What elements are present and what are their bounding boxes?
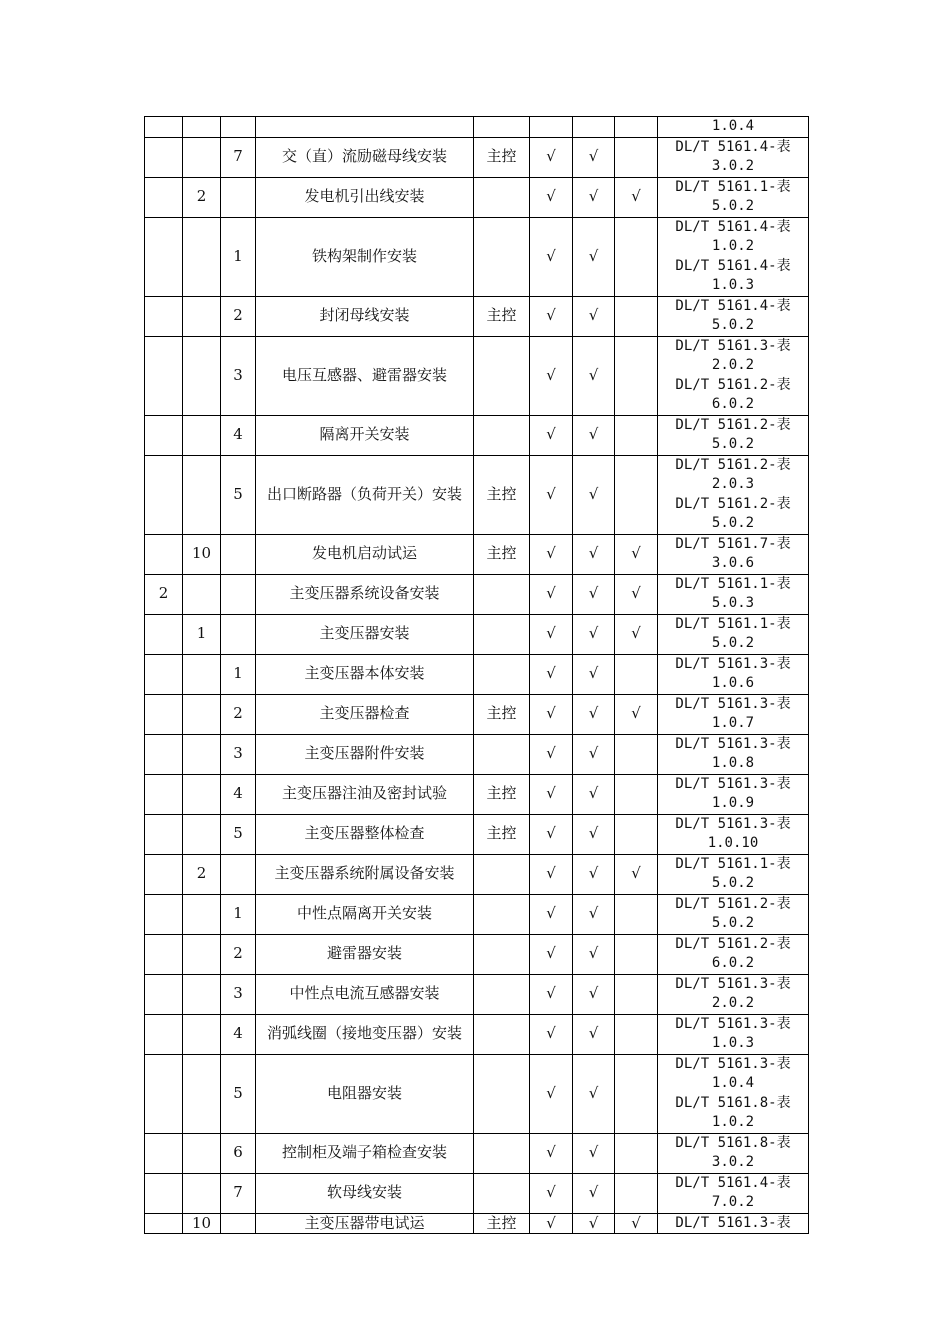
standard-code-cell: DL/T 5161.3-表 bbox=[658, 1213, 809, 1234]
item-name-cell: 主变压器带电试运 bbox=[256, 1213, 474, 1234]
item-name-cell: 铁构架制作安装 bbox=[256, 217, 474, 296]
unit-number-cell bbox=[145, 614, 183, 654]
table-row bbox=[145, 1173, 809, 1213]
item-name-cell bbox=[256, 117, 474, 138]
item-name-cell: 发电机引出线安装 bbox=[256, 177, 474, 217]
check-2-cell: √ bbox=[573, 734, 615, 774]
item-number-cell: 4 bbox=[221, 774, 256, 814]
check-1-cell: √ bbox=[530, 694, 573, 734]
check-3-cell: √ bbox=[615, 854, 658, 894]
unit-number-cell bbox=[145, 137, 183, 177]
table-row bbox=[145, 534, 809, 574]
table-row bbox=[145, 217, 809, 296]
item-number-cell: 6 bbox=[221, 1133, 256, 1173]
check-3-cell bbox=[615, 654, 658, 694]
check-1-cell: √ bbox=[530, 734, 573, 774]
check-2-cell: √ bbox=[573, 415, 615, 455]
subunit-number-cell bbox=[183, 694, 221, 734]
item-name-cell: 主变压器附件安装 bbox=[256, 734, 474, 774]
check-2-cell: √ bbox=[573, 336, 615, 415]
check-1-cell: √ bbox=[530, 177, 573, 217]
table-row bbox=[145, 694, 809, 734]
table-row bbox=[145, 336, 809, 415]
check-3-cell bbox=[615, 296, 658, 336]
check-3-cell bbox=[615, 1054, 658, 1133]
check-1-cell: √ bbox=[530, 934, 573, 974]
item-name-cell: 发电机启动试运 bbox=[256, 534, 474, 574]
check-1-cell bbox=[530, 117, 573, 138]
subunit-number-cell bbox=[183, 934, 221, 974]
standard-code-cell: DL/T 5161.8-表 3.0.2 bbox=[658, 1133, 809, 1173]
control-cell bbox=[474, 177, 530, 217]
control-cell: 主控 bbox=[474, 296, 530, 336]
check-3-cell bbox=[615, 217, 658, 296]
check-2-cell: √ bbox=[573, 177, 615, 217]
standard-code-cell: DL/T 5161.3-表 1.0.8 bbox=[658, 734, 809, 774]
subunit-number-cell bbox=[183, 415, 221, 455]
subunit-number-cell bbox=[183, 455, 221, 534]
subunit-number-cell bbox=[183, 1133, 221, 1173]
check-2-cell: √ bbox=[573, 217, 615, 296]
control-cell bbox=[474, 934, 530, 974]
standard-code-cell: 1.0.4 bbox=[658, 117, 809, 138]
unit-number-cell bbox=[145, 1173, 183, 1213]
check-3-cell bbox=[615, 455, 658, 534]
unit-number-cell bbox=[145, 455, 183, 534]
item-name-cell: 主变压器整体检查 bbox=[256, 814, 474, 854]
unit-number-cell bbox=[145, 1133, 183, 1173]
standard-code-cell: DL/T 5161.7-表 3.0.6 bbox=[658, 534, 809, 574]
check-1-cell: √ bbox=[530, 534, 573, 574]
item-number-cell: 1 bbox=[221, 894, 256, 934]
standard-code-cell: DL/T 5161.3-表 1.0.10 bbox=[658, 814, 809, 854]
control-cell bbox=[474, 1054, 530, 1133]
unit-number-cell bbox=[145, 534, 183, 574]
item-number-cell bbox=[221, 854, 256, 894]
unit-number-cell bbox=[145, 774, 183, 814]
unit-number-cell bbox=[145, 974, 183, 1014]
unit-number-cell bbox=[145, 854, 183, 894]
control-cell: 主控 bbox=[474, 694, 530, 734]
item-name-cell: 出口断路器（负荷开关）安装 bbox=[256, 455, 474, 534]
check-2-cell: √ bbox=[573, 614, 615, 654]
table-row bbox=[145, 1054, 809, 1133]
table-row bbox=[145, 177, 809, 217]
table-row bbox=[145, 614, 809, 654]
control-cell: 主控 bbox=[474, 455, 530, 534]
item-name-cell: 电阻器安装 bbox=[256, 1054, 474, 1133]
check-1-cell: √ bbox=[530, 574, 573, 614]
subunit-number-cell bbox=[183, 1054, 221, 1133]
check-1-cell: √ bbox=[530, 614, 573, 654]
item-number-cell: 3 bbox=[221, 974, 256, 1014]
check-3-cell: √ bbox=[615, 694, 658, 734]
check-3-cell bbox=[615, 1173, 658, 1213]
item-name-cell: 主变压器注油及密封试验 bbox=[256, 774, 474, 814]
check-3-cell bbox=[615, 974, 658, 1014]
check-2-cell: √ bbox=[573, 654, 615, 694]
unit-number-cell bbox=[145, 1054, 183, 1133]
item-name-cell: 消弧线圈（接地变压器）安装 bbox=[256, 1014, 474, 1054]
table-row bbox=[145, 137, 809, 177]
control-cell bbox=[474, 974, 530, 1014]
item-number-cell: 3 bbox=[221, 336, 256, 415]
standard-code-cell: DL/T 5161.2-表 5.0.2 bbox=[658, 894, 809, 934]
item-number-cell: 1 bbox=[221, 217, 256, 296]
check-3-cell: √ bbox=[615, 177, 658, 217]
standard-code-cell: DL/T 5161.4-表 7.0.2 bbox=[658, 1173, 809, 1213]
standard-code-cell: DL/T 5161.2-表 6.0.2 bbox=[658, 934, 809, 974]
check-2-cell: √ bbox=[573, 1133, 615, 1173]
check-1-cell: √ bbox=[530, 137, 573, 177]
item-name-cell: 避雷器安装 bbox=[256, 934, 474, 974]
subunit-number-cell: 2 bbox=[183, 854, 221, 894]
item-name-cell: 主变压器本体安装 bbox=[256, 654, 474, 694]
check-1-cell: √ bbox=[530, 1054, 573, 1133]
subunit-number-cell bbox=[183, 574, 221, 614]
check-3-cell bbox=[615, 894, 658, 934]
item-number-cell: 1 bbox=[221, 654, 256, 694]
standard-code-cell: DL/T 5161.2-表 2.0.3 DL/T 5161.2-表 5.0.2 bbox=[658, 455, 809, 534]
subunit-number-cell bbox=[183, 217, 221, 296]
check-1-cell: √ bbox=[530, 1173, 573, 1213]
check-2-cell: √ bbox=[573, 455, 615, 534]
control-cell bbox=[474, 574, 530, 614]
control-cell: 主控 bbox=[474, 534, 530, 574]
item-number-cell bbox=[221, 614, 256, 654]
table-row bbox=[145, 415, 809, 455]
subunit-number-cell bbox=[183, 734, 221, 774]
item-name-cell: 主变压器检查 bbox=[256, 694, 474, 734]
check-1-cell: √ bbox=[530, 1133, 573, 1173]
item-name-cell: 控制柜及端子箱检查安装 bbox=[256, 1133, 474, 1173]
check-2-cell: √ bbox=[573, 1054, 615, 1133]
check-2-cell: √ bbox=[573, 534, 615, 574]
standard-code-cell: DL/T 5161.1-表 5.0.2 bbox=[658, 177, 809, 217]
subunit-number-cell bbox=[183, 1014, 221, 1054]
control-cell bbox=[474, 117, 530, 138]
unit-number-cell bbox=[145, 296, 183, 336]
standard-code-cell: DL/T 5161.3-表 2.0.2 DL/T 5161.2-表 6.0.2 bbox=[658, 336, 809, 415]
table-body bbox=[145, 117, 809, 1234]
table-row bbox=[145, 934, 809, 974]
item-name-cell: 中性点隔离开关安装 bbox=[256, 894, 474, 934]
check-3-cell bbox=[615, 137, 658, 177]
standard-code-cell: DL/T 5161.4-表 5.0.2 bbox=[658, 296, 809, 336]
table-row bbox=[145, 894, 809, 934]
control-cell bbox=[474, 217, 530, 296]
check-2-cell bbox=[573, 117, 615, 138]
unit-number-cell bbox=[145, 694, 183, 734]
subunit-number-cell bbox=[183, 137, 221, 177]
item-name-cell: 隔离开关安装 bbox=[256, 415, 474, 455]
control-cell bbox=[474, 336, 530, 415]
subunit-number-cell bbox=[183, 1173, 221, 1213]
check-2-cell: √ bbox=[573, 934, 615, 974]
check-1-cell: √ bbox=[530, 415, 573, 455]
item-number-cell: 4 bbox=[221, 415, 256, 455]
table-row bbox=[145, 654, 809, 694]
item-number-cell: 2 bbox=[221, 934, 256, 974]
check-2-cell: √ bbox=[573, 137, 615, 177]
item-number-cell: 5 bbox=[221, 814, 256, 854]
control-cell bbox=[474, 854, 530, 894]
item-number-cell: 7 bbox=[221, 1173, 256, 1213]
item-number-cell: 4 bbox=[221, 1014, 256, 1054]
control-cell bbox=[474, 1173, 530, 1213]
unit-number-cell bbox=[145, 177, 183, 217]
check-1-cell: √ bbox=[530, 894, 573, 934]
check-1-cell: √ bbox=[530, 1213, 573, 1234]
unit-number-cell bbox=[145, 894, 183, 934]
table-row bbox=[145, 854, 809, 894]
item-name-cell: 主变压器系统设备安装 bbox=[256, 574, 474, 614]
control-cell bbox=[474, 654, 530, 694]
standard-code-cell: DL/T 5161.1-表 5.0.2 bbox=[658, 854, 809, 894]
check-2-cell: √ bbox=[573, 1014, 615, 1054]
control-cell: 主控 bbox=[474, 814, 530, 854]
check-1-cell: √ bbox=[530, 336, 573, 415]
unit-number-cell bbox=[145, 934, 183, 974]
table-row bbox=[145, 774, 809, 814]
control-cell bbox=[474, 614, 530, 654]
check-2-cell: √ bbox=[573, 854, 615, 894]
control-cell bbox=[474, 415, 530, 455]
check-2-cell: √ bbox=[573, 774, 615, 814]
standard-code-cell: DL/T 5161.1-表 5.0.2 bbox=[658, 614, 809, 654]
item-number-cell: 3 bbox=[221, 734, 256, 774]
item-number-cell bbox=[221, 534, 256, 574]
standard-code-cell: DL/T 5161.3-表 1.0.4 DL/T 5161.8-表 1.0.2 bbox=[658, 1054, 809, 1133]
subunit-number-cell bbox=[183, 336, 221, 415]
item-number-cell bbox=[221, 177, 256, 217]
check-3-cell: √ bbox=[615, 1213, 658, 1234]
subunit-number-cell bbox=[183, 774, 221, 814]
check-1-cell: √ bbox=[530, 296, 573, 336]
control-cell bbox=[474, 894, 530, 934]
item-name-cell: 主变压器安装 bbox=[256, 614, 474, 654]
item-number-cell: 2 bbox=[221, 296, 256, 336]
table-row bbox=[145, 1133, 809, 1173]
check-3-cell: √ bbox=[615, 614, 658, 654]
standard-code-cell: DL/T 5161.3-表 2.0.2 bbox=[658, 974, 809, 1014]
unit-number-cell bbox=[145, 217, 183, 296]
table-row bbox=[145, 296, 809, 336]
subunit-number-cell bbox=[183, 654, 221, 694]
check-1-cell: √ bbox=[530, 1014, 573, 1054]
table-row bbox=[145, 1014, 809, 1054]
unit-number-cell bbox=[145, 654, 183, 694]
subunit-number-cell bbox=[183, 974, 221, 1014]
check-2-cell: √ bbox=[573, 974, 615, 1014]
table-row bbox=[145, 814, 809, 854]
control-cell: 主控 bbox=[474, 1213, 530, 1234]
control-cell bbox=[474, 734, 530, 774]
standard-code-cell: DL/T 5161.1-表 5.0.3 bbox=[658, 574, 809, 614]
check-2-cell: √ bbox=[573, 694, 615, 734]
check-1-cell: √ bbox=[530, 455, 573, 534]
check-2-cell: √ bbox=[573, 1173, 615, 1213]
item-number-cell: 2 bbox=[221, 694, 256, 734]
item-name-cell: 软母线安装 bbox=[256, 1173, 474, 1213]
table-row bbox=[145, 974, 809, 1014]
check-1-cell: √ bbox=[530, 774, 573, 814]
check-3-cell bbox=[615, 117, 658, 138]
unit-number-cell: 2 bbox=[145, 574, 183, 614]
subunit-number-cell bbox=[183, 814, 221, 854]
subunit-number-cell bbox=[183, 894, 221, 934]
check-3-cell bbox=[615, 1014, 658, 1054]
control-cell bbox=[474, 1014, 530, 1054]
check-3-cell bbox=[615, 734, 658, 774]
check-1-cell: √ bbox=[530, 217, 573, 296]
table-row bbox=[145, 455, 809, 534]
table-row bbox=[145, 734, 809, 774]
subunit-number-cell bbox=[183, 117, 221, 138]
subunit-number-cell: 1 bbox=[183, 614, 221, 654]
control-cell bbox=[474, 1133, 530, 1173]
check-3-cell bbox=[615, 336, 658, 415]
table-row bbox=[145, 117, 809, 138]
check-3-cell bbox=[615, 415, 658, 455]
subunit-number-cell: 10 bbox=[183, 1213, 221, 1234]
unit-number-cell bbox=[145, 1213, 183, 1234]
item-name-cell: 中性点电流互感器安装 bbox=[256, 974, 474, 1014]
item-name-cell: 封闭母线安装 bbox=[256, 296, 474, 336]
check-1-cell: √ bbox=[530, 974, 573, 1014]
standard-code-cell: DL/T 5161.2-表 5.0.2 bbox=[658, 415, 809, 455]
check-3-cell bbox=[615, 814, 658, 854]
check-2-cell: √ bbox=[573, 894, 615, 934]
inspection-items-table bbox=[144, 116, 809, 1234]
check-3-cell bbox=[615, 934, 658, 974]
unit-number-cell bbox=[145, 734, 183, 774]
item-number-cell: 5 bbox=[221, 1054, 256, 1133]
control-cell: 主控 bbox=[474, 774, 530, 814]
table-row bbox=[145, 574, 809, 614]
standard-code-cell: DL/T 5161.3-表 1.0.9 bbox=[658, 774, 809, 814]
item-name-cell: 交（直）流励磁母线安装 bbox=[256, 137, 474, 177]
table-row bbox=[145, 1213, 809, 1234]
check-2-cell: √ bbox=[573, 574, 615, 614]
subunit-number-cell bbox=[183, 296, 221, 336]
item-number-cell: 5 bbox=[221, 455, 256, 534]
unit-number-cell bbox=[145, 415, 183, 455]
item-name-cell: 电压互感器、避雷器安装 bbox=[256, 336, 474, 415]
standard-code-cell: DL/T 5161.3-表 1.0.3 bbox=[658, 1014, 809, 1054]
standard-code-cell: DL/T 5161.4-表 3.0.2 bbox=[658, 137, 809, 177]
check-3-cell bbox=[615, 774, 658, 814]
standard-code-cell: DL/T 5161.3-表 1.0.6 bbox=[658, 654, 809, 694]
subunit-number-cell: 2 bbox=[183, 177, 221, 217]
unit-number-cell bbox=[145, 336, 183, 415]
item-number-cell bbox=[221, 574, 256, 614]
standard-code-cell: DL/T 5161.4-表 1.0.2 DL/T 5161.4-表 1.0.3 bbox=[658, 217, 809, 296]
control-cell: 主控 bbox=[474, 137, 530, 177]
unit-number-cell bbox=[145, 117, 183, 138]
check-1-cell: √ bbox=[530, 814, 573, 854]
unit-number-cell bbox=[145, 814, 183, 854]
standard-code-cell: DL/T 5161.3-表 1.0.7 bbox=[658, 694, 809, 734]
item-number-cell: 7 bbox=[221, 137, 256, 177]
item-number-cell bbox=[221, 1213, 256, 1234]
item-number-cell bbox=[221, 117, 256, 138]
check-2-cell: √ bbox=[573, 1213, 615, 1234]
check-3-cell: √ bbox=[615, 534, 658, 574]
check-1-cell: √ bbox=[530, 854, 573, 894]
check-2-cell: √ bbox=[573, 814, 615, 854]
unit-number-cell bbox=[145, 1014, 183, 1054]
check-3-cell: √ bbox=[615, 574, 658, 614]
check-2-cell: √ bbox=[573, 296, 615, 336]
subunit-number-cell: 10 bbox=[183, 534, 221, 574]
item-name-cell: 主变压器系统附属设备安装 bbox=[256, 854, 474, 894]
check-1-cell: √ bbox=[530, 654, 573, 694]
check-3-cell bbox=[615, 1133, 658, 1173]
